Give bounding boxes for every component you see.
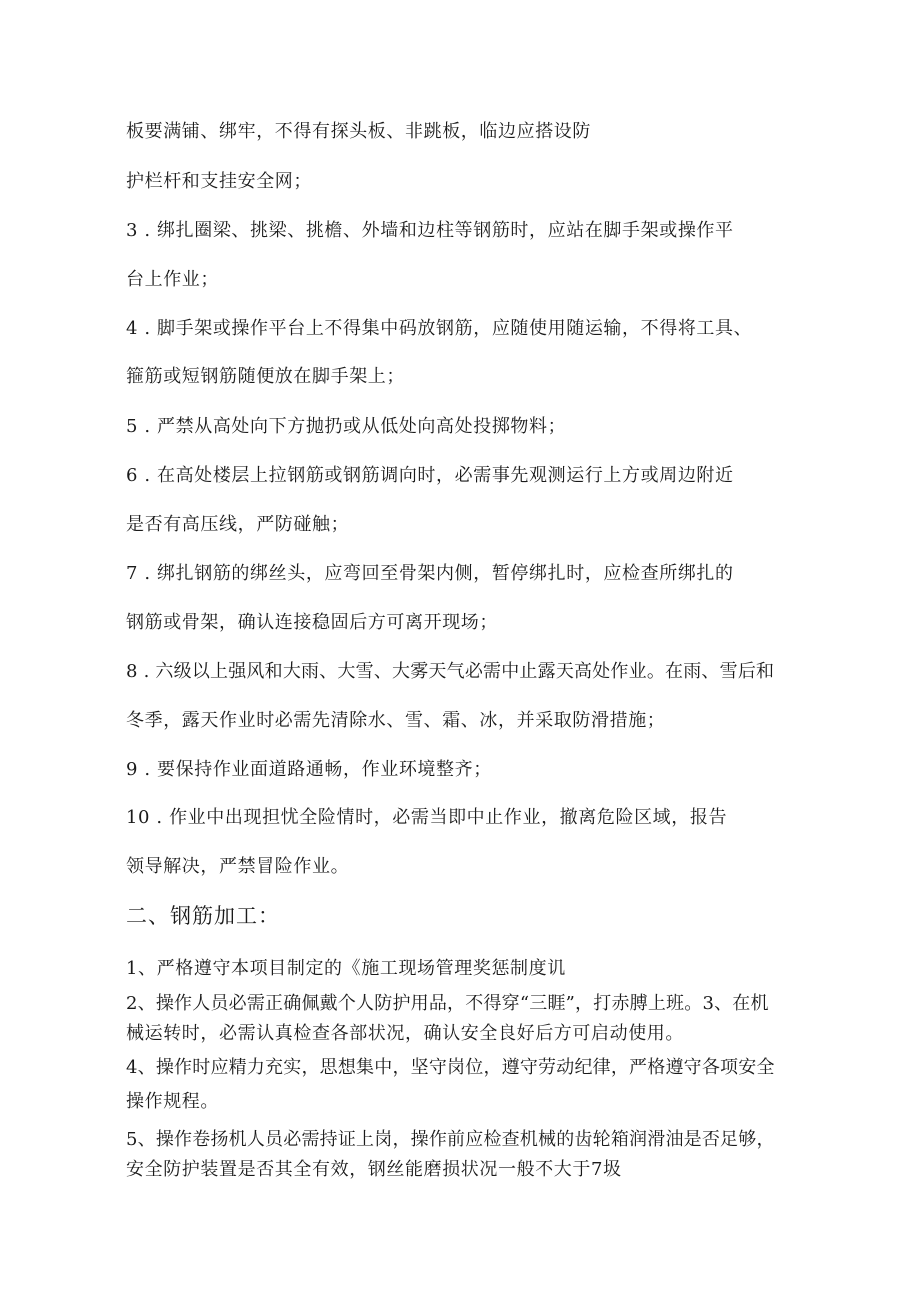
text-line: 钢筋或骨架，确认连接稳固后方可离开现场；	[126, 612, 498, 633]
text-line: 械运转时，必需认真检查各部状况，确认安全良好后方可启动使用。	[126, 1023, 684, 1044]
list-item-5: 5 . 严禁从高处向下方抛扔或从低处向高处投掷物料；	[126, 416, 567, 437]
text-line: 板要满铺、绑牢，不得有探头板、非跳板，临边应搭设防	[126, 121, 591, 142]
text-line: 冬季，露天作业时必需先清除水、雪、霜、冰，并采取防滑措施；	[126, 710, 666, 731]
text-line: 操作规程。	[126, 1091, 219, 1112]
list-item-6: 6 . 在高处楼层上拉钢筋或钢筋调向时，必需事先观测运行上方或周边附近	[126, 465, 734, 486]
list-item-4: 4、操作时应精力充实，思想集中，坚守岗位，遵守劳动纪律，严格遵守各项安全	[126, 1057, 775, 1078]
list-item-10: 10 . 作业中出现担忧全险情时，必需当即中止作业，撤离危险区域，报告	[126, 807, 728, 828]
text-line: 箍筋或短钢筋随便放在脚手架上；	[126, 366, 405, 387]
list-item-3: 3 . 绑扎圈梁、挑梁、挑檐、外墙和边柱等钢筋时，应站在脚手架或操作平	[126, 220, 734, 241]
list-item-7: 7 . 绑扎钢筋的绑丝头，应弯回至骨架内侧，暂停绑扎时，应检查所绑扎的	[126, 563, 734, 584]
text-line: 护栏杆和支挂安全网；	[126, 171, 312, 192]
list-item-8: 8 . 六级以上强风和大雨、大雪、大雾天气必需中止露天高处作业。在雨、雪后和	[126, 661, 775, 682]
list-item-2: 2、操作人员必需正确佩戴个人防护用品，不得穿“三睚”，打赤膊上班。3、在机	[126, 993, 769, 1014]
text-line: 台上作业；	[126, 269, 219, 290]
list-item-9: 9 . 要保持作业面道路通畅，作业环境整齐；	[126, 759, 492, 780]
list-item-1: 1、严格遵守本项目制定的《施工现场管理奖惩制度讥	[126, 958, 566, 979]
list-item-5: 5、操作卷扬机人员必需持证上岗，操作前应检查机械的齿轮箱润滑油是否足够，	[126, 1129, 775, 1150]
text-line: 是否有高压线，严防碰触；	[126, 514, 350, 535]
text-line: 领导解决，严禁冒险作业。	[126, 856, 350, 877]
list-item-4: 4 . 脚手架或操作平台上不得集中码放钢筋，应随使用随运输，不得将工具、	[126, 318, 753, 339]
section-heading: 二、钢筋加工：	[126, 904, 280, 928]
text-line: 安全防护装置是否其全有效，钢丝能磨损状况一般不大于7圾	[126, 1159, 622, 1180]
